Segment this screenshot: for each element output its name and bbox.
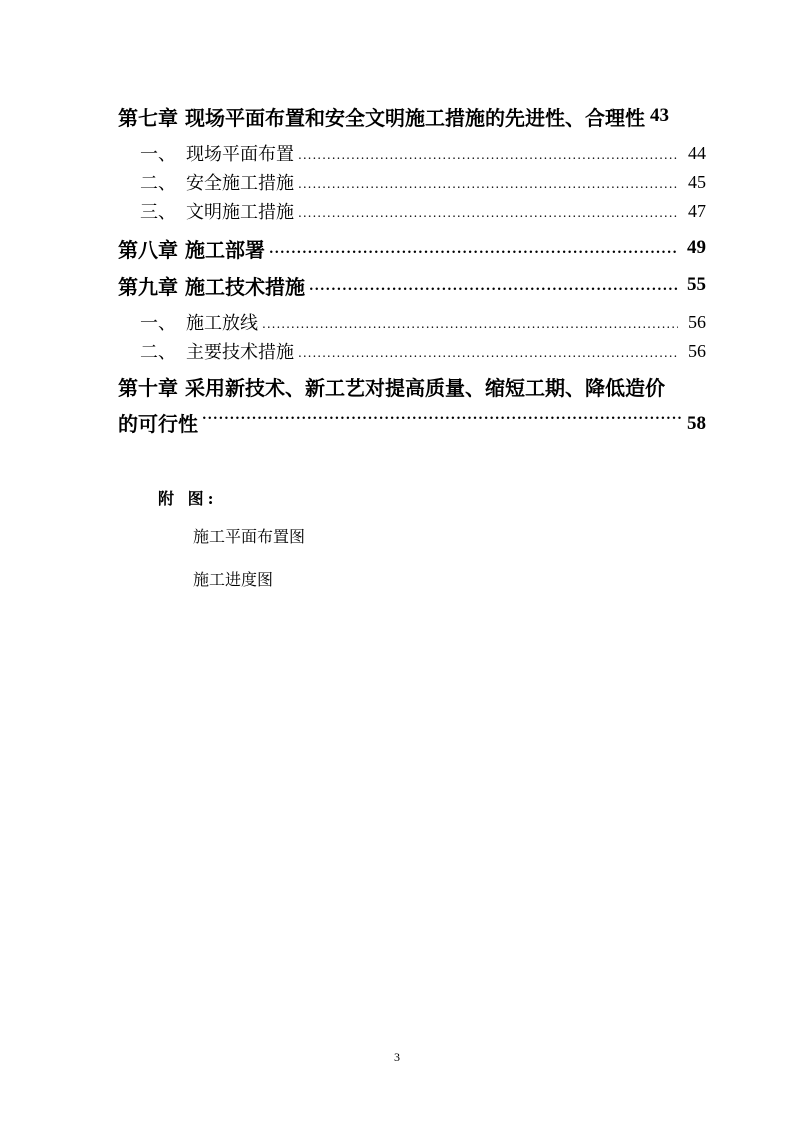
toc-leader-dots xyxy=(298,336,678,366)
toc-section-number: 三、 xyxy=(140,202,176,223)
toc-chapter-10-page: 58 xyxy=(687,413,706,434)
toc-leader-dots xyxy=(269,233,678,263)
toc-chapter-10-line2 xyxy=(118,406,706,442)
appendix-heading: 附 图: xyxy=(158,489,218,508)
toc-section-7-2[interactable] xyxy=(140,167,706,197)
toc-section-number: 一、 xyxy=(140,144,176,165)
toc-section-9-2[interactable] xyxy=(140,336,706,366)
toc-section-page: 45 xyxy=(688,171,706,192)
toc-leader-dots xyxy=(298,167,678,197)
toc-chapter-10-title-line2: 的可行性 xyxy=(118,412,198,436)
toc-leader-dots xyxy=(202,406,683,442)
toc-chapter-9-title: 第九章 施工技术措施 xyxy=(118,274,305,299)
appendix-item: 施工平面布置图 xyxy=(193,527,306,546)
toc-chapter-7[interactable] xyxy=(118,101,706,131)
toc-section-page: 47 xyxy=(688,200,706,221)
toc-chapter-9[interactable] xyxy=(118,270,706,300)
toc-section-page: 44 xyxy=(688,142,706,163)
toc-section-title: 安全施工措施 xyxy=(186,173,294,194)
toc-chapter-7-page: 43 xyxy=(649,105,669,126)
toc-leader-dots xyxy=(298,196,678,226)
toc-chapter-8[interactable] xyxy=(118,233,706,263)
toc-chapter-10-title-line1: 第十章 采用新技术、新工艺对提高质量、缩短工期、降低造价 xyxy=(118,376,665,400)
toc-leader-dots xyxy=(309,270,678,300)
toc-leader-dots xyxy=(298,138,678,168)
toc-section-page: 56 xyxy=(688,340,706,361)
toc-section-number: 二、 xyxy=(140,342,176,363)
toc-section-7-3[interactable] xyxy=(140,196,706,226)
toc-section-7-1[interactable] xyxy=(140,138,706,168)
page-number: 3 xyxy=(394,1050,400,1064)
appendix-item: 施工进度图 xyxy=(193,570,274,589)
toc-section-9-1[interactable] xyxy=(140,307,706,337)
toc-section-number: 二、 xyxy=(140,173,176,194)
toc-chapter-10[interactable] xyxy=(118,370,706,442)
toc-section-title: 现场平面布置 xyxy=(186,144,294,165)
toc-section-title: 文明施工措施 xyxy=(186,202,294,223)
toc-section-number: 一、 xyxy=(140,313,176,334)
toc-chapter-7-title: 第七章 现场平面布置和安全文明施工措施的先进性、合理性 xyxy=(118,105,645,130)
toc-chapter-8-title: 第八章 施工部署 xyxy=(118,237,265,262)
toc-section-title: 施工放线 xyxy=(186,313,258,334)
toc-leader-dots xyxy=(262,307,678,337)
toc-chapter-9-page: 55 xyxy=(687,274,706,295)
toc-section-title: 主要技术措施 xyxy=(186,342,294,363)
toc-chapter-8-page: 49 xyxy=(687,237,706,258)
toc-section-page: 56 xyxy=(688,311,706,332)
